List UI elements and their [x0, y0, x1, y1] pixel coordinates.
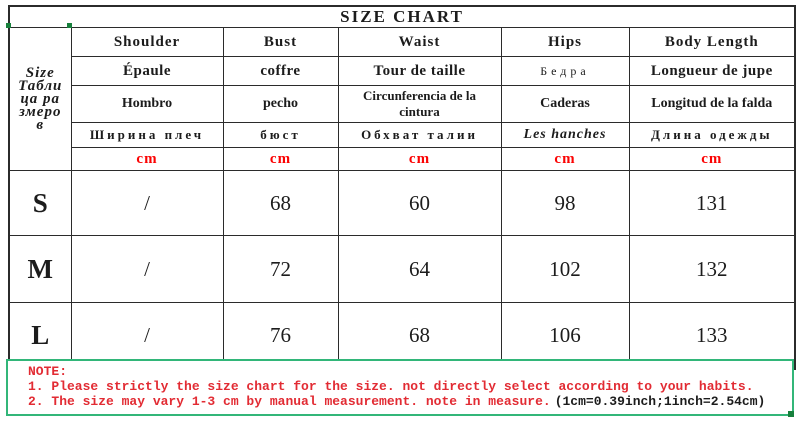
unit-row [9, 148, 795, 171]
value-cell: 64 [338, 236, 501, 303]
header-row-es [9, 86, 795, 123]
header-row-ru [9, 123, 795, 148]
size-label-line: змеро [19, 103, 62, 120]
header-cell: Longitud de la falda [629, 86, 795, 123]
size-label-line: Табли [18, 77, 63, 94]
size-name-cell: M [9, 236, 71, 303]
unit-cell: cm [629, 148, 795, 171]
size-label-line: в [36, 116, 45, 133]
size-name-cell: S [9, 171, 71, 236]
header-cell-bust: Bust [223, 28, 338, 57]
chart-title: SIZE CHART [9, 6, 795, 28]
header-cell: Длина одежды [629, 123, 795, 148]
header-cell: Longueur de jupe [629, 57, 795, 86]
value-cell: 76 [223, 303, 338, 370]
unit-cell: cm [223, 148, 338, 171]
value-cell: 68 [223, 171, 338, 236]
header-cell: Circunferencia de la cintura [338, 86, 501, 123]
header-row-en [9, 28, 795, 57]
size-row-s [9, 171, 795, 236]
value-cell: / [71, 303, 223, 370]
title-row [9, 6, 795, 28]
header-cell: coffre [223, 57, 338, 86]
size-label-line: Size [25, 64, 55, 81]
size-column-label [9, 28, 71, 171]
note-line-1: 1. Please strictly the size chart for the size. not directly select according to your habits. [28, 379, 754, 394]
value-cell: 72 [223, 236, 338, 303]
value-cell: 102 [501, 236, 629, 303]
value-cell: / [71, 236, 223, 303]
selection-handle-icon [6, 23, 11, 28]
header-cell-hips: Hips [501, 28, 629, 57]
note-box [6, 359, 794, 416]
value-cell: / [71, 171, 223, 236]
note-line-2-black: (1cm=0.39inch;1inch=2.54cm) [554, 394, 766, 409]
header-cell: Hombro [71, 86, 223, 123]
unit-cell: cm [71, 148, 223, 171]
header-cell: Ширина плеч [71, 123, 223, 148]
size-label-line: ца ра [20, 90, 61, 107]
value-cell: 106 [501, 303, 629, 370]
note-heading: NOTE: [28, 364, 68, 379]
unit-cell: cm [501, 148, 629, 171]
header-cell: Tour de taille [338, 57, 501, 86]
header-cell: pecho [223, 86, 338, 123]
value-cell: 68 [338, 303, 501, 370]
header-cell-body-length: Body Length [629, 28, 795, 57]
header-cell: Les hanches [501, 123, 629, 148]
value-cell: 60 [338, 171, 501, 236]
header-cell-waist: Waist [338, 28, 501, 57]
header-cell: Обхват талии [338, 123, 501, 148]
value-cell: 131 [629, 171, 795, 236]
value-cell: 132 [629, 236, 795, 303]
header-cell: бюст [223, 123, 338, 148]
note-line-2 [28, 394, 792, 409]
value-cell: 98 [501, 171, 629, 236]
header-cell: Бедра [501, 57, 629, 86]
value-cell: 133 [629, 303, 795, 370]
header-cell-shoulder: Shoulder [71, 28, 223, 57]
size-chart-table [8, 5, 796, 370]
header-row-fr [9, 57, 795, 86]
selection-handle-icon [67, 23, 72, 28]
size-row-m [9, 236, 795, 303]
note-line-2-red: 2. The size may vary 1-3 cm by manual measurement. note in measure. [28, 394, 551, 409]
header-cell: Caderas [501, 86, 629, 123]
selection-handle-icon [788, 411, 794, 417]
size-name-cell: L [9, 303, 71, 370]
unit-cell: cm [338, 148, 501, 171]
header-cell: Épaule [71, 57, 223, 86]
